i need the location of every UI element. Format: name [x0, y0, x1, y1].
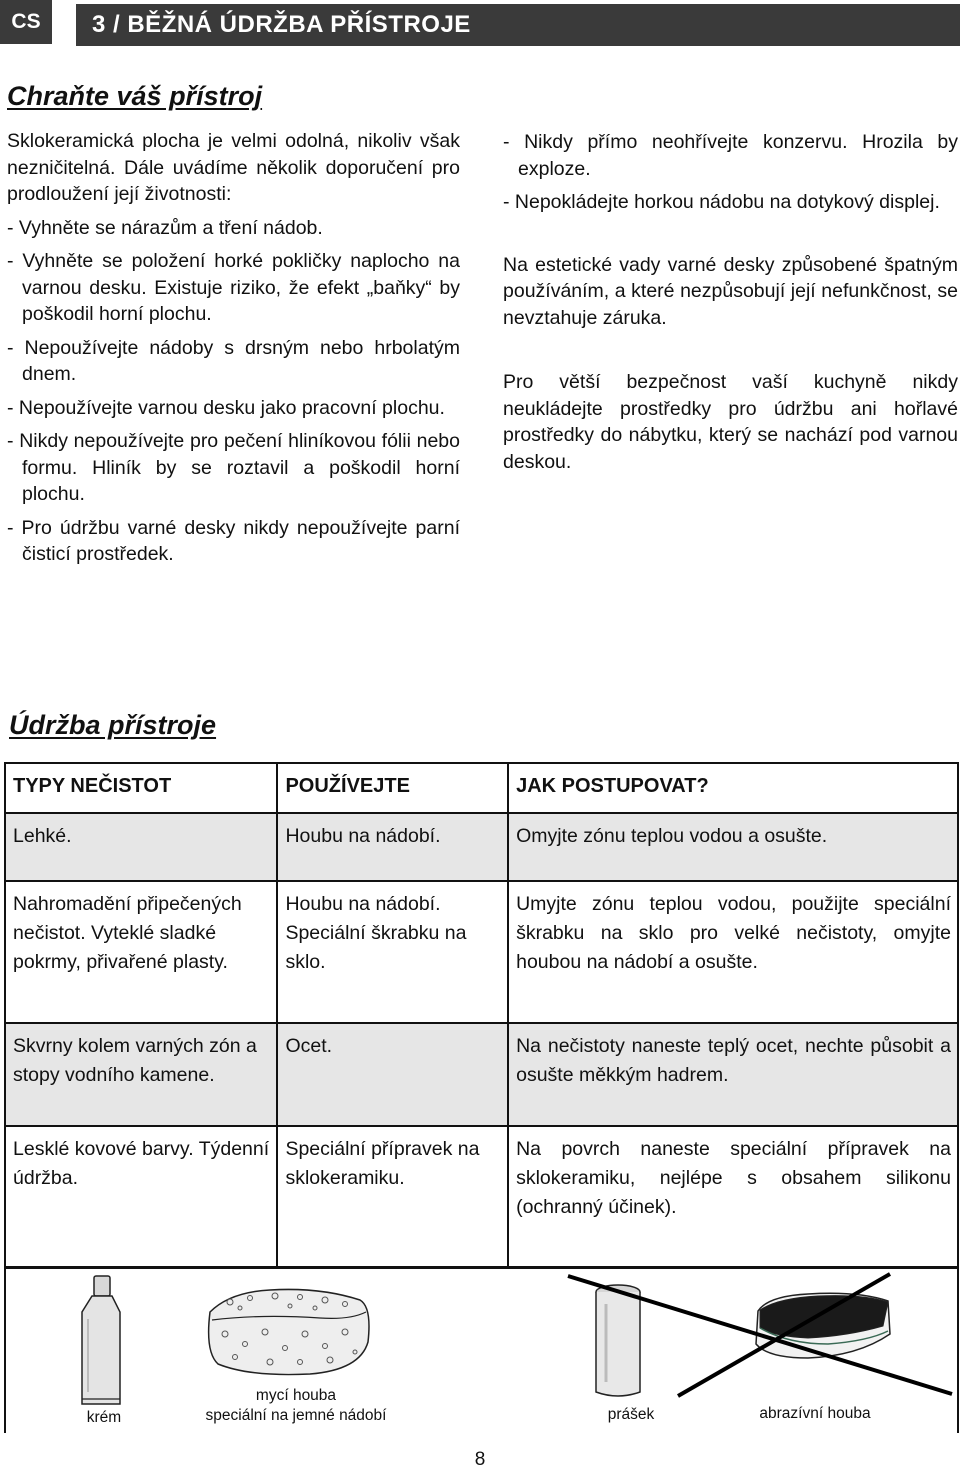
table-row: [5, 813, 958, 881]
use-cell: Ocet.: [277, 1023, 508, 1126]
use-cell: Houbu na nádobí. Speciální škrabku na sklo.: [277, 881, 508, 1023]
protect-item: - Nepoužívejte varnou desku jako pracovní plochu.: [7, 396, 445, 419]
maintenance-table: [4, 762, 959, 1268]
cream-tube-icon: [74, 1274, 134, 1409]
protect-item: - Vyhněte se položení horké pokličky naplocho na varnou desku. Existuje riziko, že efekt „baňky“ by poškodil horní plochu.: [7, 250, 460, 325]
procedure-cell: Omyjte zónu teplou vodou a osušte.: [508, 813, 958, 881]
language-badge: CS: [0, 0, 52, 44]
warranty-note: Na estetické vady varné desky způsobené špatným používáním, a které nezpůsobují její nefunkčnost, se nevztahuje záruka.: [503, 253, 958, 329]
procedure-cell: Umyjte zónu teplou vodou, použijte speciální škrabku na sklo pro velké nečistoty, omyjte houbou na nádobí a osušte.: [508, 881, 958, 1023]
sponge-label-line2: speciální na jemné nádobí: [205, 1407, 387, 1424]
protect-right-column: [503, 122, 958, 475]
procedure-cell: Na nečistoty naneste teplý ocet, nechte působit a osušte měkkým hadrem.: [508, 1023, 958, 1126]
protect-item: - Pro údržbu varné desky nikdy nepoužívejte parní čisticí prostředek.: [7, 516, 460, 565]
protect-section-title: Chraňte váš přístroj: [7, 81, 263, 111]
soft-sponge-icon: [200, 1282, 375, 1382]
table-row: [5, 881, 958, 1023]
safety-note: Pro větší bezpečnost vaší kuchyně nikdy neukládejte prostředky pro údržbu ani hořlavé prostředky do nábytku, který se nachází pod varnou deskou.: [503, 371, 958, 473]
sponge-label: [190, 1386, 402, 1426]
procedure-cell: Na povrch naneste speciální přípravek na sklokeramiku, nejlépe s obsahem silikonu (ochranný účinek).: [508, 1126, 958, 1267]
protect-item: - Nikdy přímo neohřívejte konzervu. Hrozila by exploze.: [503, 131, 958, 180]
table-row: [5, 1126, 958, 1267]
sponge-label-line1: mycí houba: [255, 1387, 337, 1404]
powder-label: prášek: [607, 1406, 655, 1423]
column-header: JAK POSTUPOVAT?: [508, 763, 958, 813]
dirt-type-cell: Lehké.: [5, 813, 277, 881]
column-header: POUŽÍVEJTE: [277, 763, 508, 813]
table-row: [5, 1023, 958, 1126]
chapter-header: [76, 4, 960, 46]
chapter-title: 3 / BĚŽNÁ ÚDRŽBA PŘÍSTROJE: [92, 11, 471, 38]
protect-item: - Vyhněte se nárazům a tření nádob.: [7, 216, 323, 239]
protect-item: - Nepoužívejte nádoby s drsným nebo hrbolatým dnem.: [7, 336, 460, 385]
use-cell: Houbu na nádobí.: [277, 813, 508, 881]
protect-left-column: [7, 128, 460, 568]
abrasive-label: abrazívní houba: [759, 1405, 871, 1422]
dirt-type-cell: Lesklé kovové barvy. Týdenní údržba.: [5, 1126, 277, 1267]
use-cell: Speciální přípravek na sklokeramiku.: [277, 1126, 508, 1267]
column-header: TYPY NEČISTOT: [5, 763, 277, 813]
protect-item: - Nepokládejte horkou nádobu na dotykový displej.: [503, 191, 940, 213]
prohibited-cross-icon: [560, 1270, 960, 1400]
dirt-type-cell: Skvrny kolem varných zón a stopy vodního kamene.: [5, 1023, 277, 1126]
protect-item: - Nikdy nepoužívejte pro pečení hliníkovou fólii nebo formu. Hliník by se roztavil a poškodil horní plochu.: [7, 430, 460, 505]
table-header-row: [5, 763, 958, 813]
protect-intro: Sklokeramická plocha je velmi odolná, nikoliv však nezničitelná. Dále uvádíme několik doporučení pro prodloužení její životnosti:: [7, 130, 460, 205]
maintenance-section-title: Údržba přístroje: [9, 710, 217, 740]
cream-label: krém: [86, 1409, 122, 1426]
page-number: 8: [474, 1449, 486, 1470]
dirt-type-cell: Nahromadění připečených nečistot. Vyteklé sladké pokrmy, přivařené plasty.: [5, 881, 277, 1023]
